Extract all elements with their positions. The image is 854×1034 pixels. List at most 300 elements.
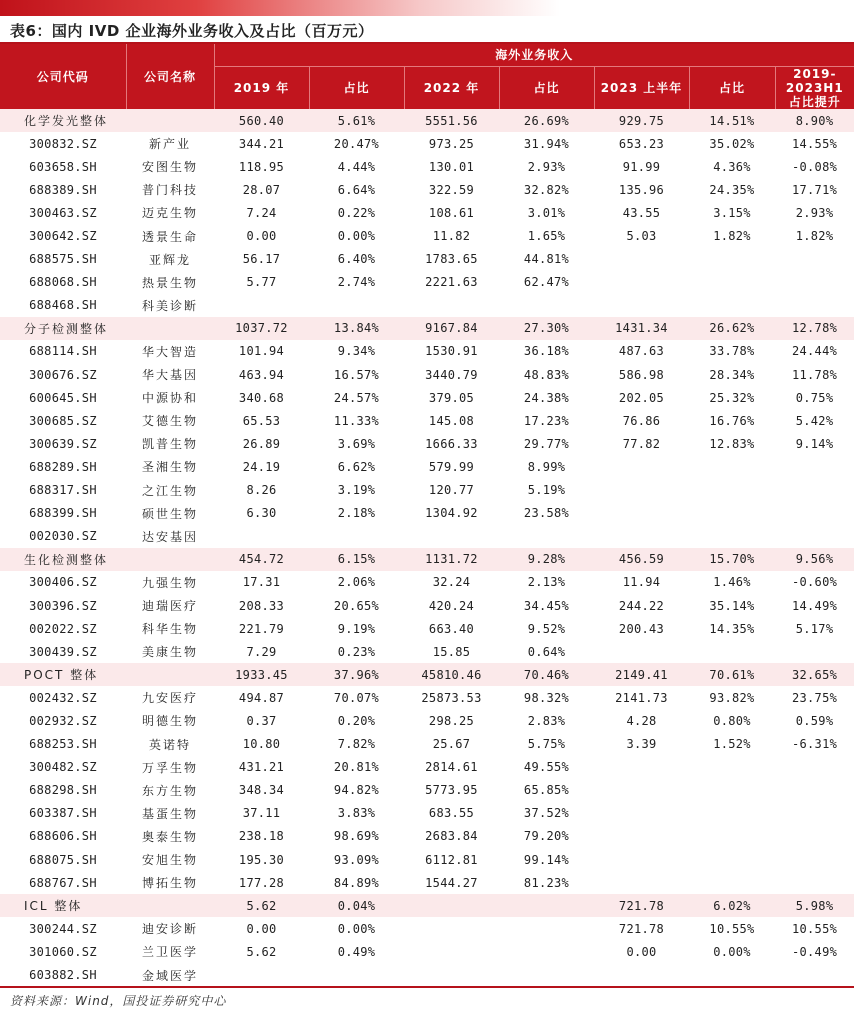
value-2023h1: 4.28: [626, 713, 657, 728]
value-2022: 9167.84: [404, 317, 499, 340]
company-name: 新产业: [148, 137, 191, 152]
share-2019: 2.18%: [337, 506, 376, 521]
value-2022: 2683.84: [425, 829, 478, 844]
share-increase: [775, 756, 854, 779]
share-2022: 48.83%: [523, 367, 570, 382]
company-name: 万孚生物: [141, 760, 198, 775]
share-2023h1: 25.32%: [709, 390, 755, 405]
value-2022: [404, 940, 499, 963]
value-2019: 56.17: [242, 252, 281, 267]
share-2023h1: [689, 525, 775, 548]
table-row: [0, 917, 854, 940]
share-2022: 9.28%: [499, 548, 594, 571]
share-2023h1: [689, 871, 775, 894]
value-2019: 208.33: [238, 598, 285, 613]
group-name: 分子检测整体: [0, 317, 214, 340]
company-name: 华大智造: [141, 344, 198, 359]
company-name: 凯普生物: [141, 437, 198, 452]
share-increase: -0.60%: [791, 575, 838, 590]
header-share-2019: 占比: [309, 67, 404, 110]
company-name: 迈克生物: [141, 206, 198, 221]
share-2022: 29.77%: [523, 436, 570, 451]
table-row: [0, 224, 854, 247]
company-code: 300832.SZ: [29, 136, 97, 151]
value-2019: [214, 525, 309, 548]
header-share-increase-line1: 2019-2023H1: [785, 67, 844, 95]
share-2019: [309, 294, 404, 317]
share-2019: 6.62%: [337, 459, 376, 474]
share-2023h1: [689, 779, 775, 802]
share-2019: 4.44%: [337, 159, 376, 174]
share-2019: 0.00%: [337, 921, 376, 936]
company-code: 688767.SH: [29, 875, 97, 890]
company-code: 300685.SZ: [29, 413, 97, 428]
company-name: 透景生命: [141, 229, 198, 244]
company-code: 688468.SH: [29, 298, 97, 313]
value-2022: 3440.79: [425, 367, 478, 382]
share-2023h1: [689, 294, 775, 317]
company-code: 688575.SH: [29, 252, 97, 267]
share-increase: -6.31%: [791, 737, 838, 752]
company-code: 603882.SH: [29, 968, 97, 983]
share-2023h1: 35.02%: [709, 136, 755, 151]
share-increase: [775, 640, 854, 663]
table-row: [0, 432, 854, 455]
value-2022: 683.55: [428, 806, 475, 821]
share-2022: 81.23%: [523, 875, 570, 890]
company-name: 明德生物: [141, 714, 198, 729]
group-name: 化学发光整体: [0, 109, 214, 132]
value-2022: 579.99: [428, 459, 475, 474]
share-2019: 94.82%: [333, 783, 380, 798]
title-accent-bar: [0, 0, 560, 16]
table-row: [0, 294, 854, 317]
company-code: 688253.SH: [29, 737, 97, 752]
share-2019: 84.89%: [333, 875, 380, 890]
value-2023h1: 43.55: [622, 205, 661, 220]
share-2022: 34.45%: [523, 598, 570, 613]
value-2019: 1933.45: [214, 663, 309, 686]
company-name: 之江生物: [141, 483, 198, 498]
share-increase: -0.08%: [791, 159, 838, 174]
share-increase: [775, 848, 854, 871]
table-row: [0, 386, 854, 409]
value-2023h1: [594, 479, 689, 502]
value-2023h1: 721.78: [594, 894, 689, 917]
share-2023h1: [689, 502, 775, 525]
value-2022: 11.82: [432, 229, 471, 244]
share-2023h1: [689, 455, 775, 478]
table-row: [0, 594, 854, 617]
share-2019: 11.33%: [333, 413, 380, 428]
header-2022: 2022 年: [404, 67, 499, 110]
table-body: [0, 109, 854, 987]
share-2022: 44.81%: [523, 252, 570, 267]
share-2019: 0.23%: [337, 644, 376, 659]
company-name: 华大基因: [141, 368, 198, 383]
table-row: [0, 617, 854, 640]
share-increase: [775, 248, 854, 271]
value-2019: 340.68: [238, 390, 285, 405]
value-2023h1: [594, 802, 689, 825]
value-2023h1: [594, 825, 689, 848]
company-name: 科美诊断: [141, 298, 198, 313]
share-increase: 23.75%: [791, 690, 838, 705]
company-name: 博拓生物: [141, 876, 198, 891]
value-2023h1: 1431.34: [594, 317, 689, 340]
share-2022: 1.65%: [527, 229, 566, 244]
value-2019: 101.94: [238, 344, 285, 359]
share-2019: 7.82%: [337, 737, 376, 752]
share-2022: 70.46%: [499, 663, 594, 686]
value-2022: 130.01: [428, 159, 475, 174]
table-row: [0, 409, 854, 432]
value-2019: 5.77: [246, 275, 277, 290]
table-row: [0, 479, 854, 502]
share-2019: 20.47%: [333, 136, 380, 151]
company-name: 金域医学: [141, 968, 198, 983]
share-increase: 14.55%: [791, 136, 838, 151]
table-row: [0, 201, 854, 224]
share-2022: 24.38%: [523, 390, 570, 405]
share-2019: 6.64%: [337, 182, 376, 197]
share-2019: 5.61%: [309, 109, 404, 132]
company-code: 300463.SZ: [29, 205, 97, 220]
source-note: 资料来源：Wind，国投证券研究中心: [10, 994, 227, 1008]
value-2019: 28.07: [242, 182, 281, 197]
group-row: [0, 548, 854, 571]
share-2023h1: [689, 963, 775, 986]
share-2022: 49.55%: [523, 760, 570, 775]
share-2023h1: 0.80%: [713, 713, 751, 728]
value-2023h1: [594, 640, 689, 663]
share-2019: 37.96%: [309, 663, 404, 686]
share-2019: 0.20%: [337, 713, 376, 728]
company-name: 基蛋生物: [141, 806, 198, 821]
share-increase: 5.98%: [775, 894, 854, 917]
share-2022: 9.52%: [527, 621, 566, 636]
value-2023h1: 2141.73: [615, 690, 668, 705]
share-2022: [499, 917, 594, 940]
table-row: [0, 848, 854, 871]
footer-rule: [0, 986, 854, 988]
share-increase: 1.82%: [795, 229, 834, 244]
share-2023h1: 3.15%: [713, 205, 751, 220]
share-increase: 32.65%: [775, 663, 854, 686]
value-2022: 298.25: [428, 713, 475, 728]
value-2023h1: 456.59: [594, 548, 689, 571]
table-row: [0, 963, 854, 986]
header-share-increase-line2: 占比提升: [788, 95, 841, 109]
value-2022: 1544.27: [425, 875, 478, 890]
company-code: 688606.SH: [29, 829, 97, 844]
share-2022: [499, 940, 594, 963]
value-2019: 7.24: [246, 205, 277, 220]
value-2023h1: [594, 294, 689, 317]
value-2023h1: 5.03: [626, 229, 657, 244]
company-code: 300482.SZ: [29, 760, 97, 775]
share-2023h1: 93.82%: [709, 690, 755, 705]
value-2022: 32.24: [432, 575, 471, 590]
share-2022: 36.18%: [523, 344, 570, 359]
value-2019: 238.18: [238, 829, 285, 844]
company-code: 688317.SH: [29, 483, 97, 498]
value-2019: 10.80: [242, 737, 281, 752]
value-2022: [404, 894, 499, 917]
company-name: 奥泰生物: [141, 829, 198, 844]
share-increase: [775, 825, 854, 848]
share-increase: 0.75%: [795, 390, 834, 405]
value-2019: 0.37: [246, 713, 277, 728]
company-name: 中源协和: [141, 391, 198, 406]
value-2022: 663.40: [428, 621, 475, 636]
share-2023h1: [689, 825, 775, 848]
value-2023h1: 11.94: [622, 575, 661, 590]
value-2022: 1530.91: [425, 344, 478, 359]
value-2022: 2814.61: [425, 760, 478, 775]
value-2022: 15.85: [432, 644, 471, 659]
share-increase: [775, 779, 854, 802]
value-2022: 1666.33: [425, 436, 478, 451]
company-name: 美康生物: [141, 645, 198, 660]
share-increase: [775, 525, 854, 548]
share-increase: 5.42%: [795, 413, 834, 428]
share-2022: 27.30%: [499, 317, 594, 340]
value-2022: 5551.56: [404, 109, 499, 132]
group-row: [0, 663, 854, 686]
share-2019: 0.22%: [337, 205, 376, 220]
group-name: 生化检测整体: [0, 548, 214, 571]
value-2023h1: 653.23: [618, 136, 665, 151]
share-2019: 13.84%: [309, 317, 404, 340]
value-2023h1: 0.00: [626, 944, 657, 959]
share-2019: [309, 525, 404, 548]
table-row: [0, 756, 854, 779]
value-2023h1: [594, 779, 689, 802]
header-share-2023h1: 占比: [689, 67, 775, 110]
share-2022: 3.01%: [527, 205, 566, 220]
value-2019: 7.29: [246, 644, 277, 659]
value-2023h1: [594, 525, 689, 548]
table-row: [0, 455, 854, 478]
value-2023h1: 2149.41: [594, 663, 689, 686]
company-name: 亚辉龙: [148, 252, 191, 267]
value-2022: 322.59: [428, 182, 475, 197]
share-increase: 10.55%: [791, 921, 838, 936]
company-code: 688399.SH: [29, 506, 97, 521]
share-2022: 0.64%: [527, 644, 566, 659]
value-2019: 463.94: [238, 367, 285, 382]
share-increase: [775, 963, 854, 986]
share-2022: 2.93%: [527, 159, 566, 174]
value-2023h1: 487.63: [618, 344, 665, 359]
share-2023h1: [689, 248, 775, 271]
share-2023h1: 10.55%: [709, 921, 755, 936]
value-2022: 973.25: [428, 136, 475, 151]
company-name: 艾德生物: [141, 414, 198, 429]
share-2022: 31.94%: [523, 136, 570, 151]
share-2023h1: [689, 756, 775, 779]
value-2022: 5773.95: [425, 783, 478, 798]
share-increase: 17.71%: [791, 182, 838, 197]
share-2023h1: 15.70%: [689, 548, 775, 571]
share-increase: 5.17%: [795, 621, 834, 636]
company-name: 安图生物: [141, 160, 198, 175]
share-2023h1: 26.62%: [689, 317, 775, 340]
value-2019: [214, 963, 309, 986]
table-row: [0, 502, 854, 525]
share-2023h1: 4.36%: [713, 159, 751, 174]
table-row: [0, 779, 854, 802]
share-2019: 0.49%: [337, 944, 376, 959]
value-2022: [404, 917, 499, 940]
value-2019: 560.40: [214, 109, 309, 132]
company-code: 603387.SH: [29, 806, 97, 821]
share-2022: 5.19%: [527, 483, 566, 498]
value-2019: 5.62: [214, 894, 309, 917]
company-code: 300642.SZ: [29, 229, 97, 244]
share-2022: 79.20%: [523, 829, 570, 844]
value-2022: 2221.63: [425, 275, 478, 290]
company-name: 兰卫医学: [141, 945, 198, 960]
value-2019: 177.28: [238, 875, 285, 890]
share-increase: 24.44%: [791, 344, 838, 359]
share-2023h1: 28.34%: [709, 367, 755, 382]
value-2022: 379.05: [428, 390, 475, 405]
share-2022: [499, 894, 594, 917]
value-2022: 25.67: [432, 737, 471, 752]
share-increase: -0.49%: [791, 944, 838, 959]
group-row: [0, 894, 854, 917]
value-2019: 195.30: [238, 852, 285, 867]
share-2022: 2.13%: [527, 575, 566, 590]
value-2019: 344.21: [238, 136, 285, 151]
value-2022: 120.77: [428, 483, 475, 498]
company-name: 达安基因: [141, 529, 198, 544]
share-increase: [775, 455, 854, 478]
share-increase: [775, 871, 854, 894]
table-row: [0, 525, 854, 548]
share-2023h1: 70.61%: [689, 663, 775, 686]
value-2022: 25873.53: [421, 690, 482, 705]
value-2019: 65.53: [242, 413, 281, 428]
company-code: 688389.SH: [29, 182, 97, 197]
share-2022: [499, 963, 594, 986]
share-2019: 20.65%: [333, 598, 380, 613]
value-2022: [404, 963, 499, 986]
value-2019: 431.21: [238, 760, 285, 775]
value-2023h1: 3.39: [626, 737, 657, 752]
value-2023h1: 586.98: [618, 367, 665, 382]
table-row: [0, 802, 854, 825]
company-code: 300244.SZ: [29, 921, 97, 936]
value-2023h1: 244.22: [618, 598, 665, 613]
share-2022: 62.47%: [523, 275, 570, 290]
share-2023h1: 12.83%: [709, 436, 755, 451]
share-2019: 24.57%: [333, 390, 380, 405]
company-name: 东方生物: [141, 783, 198, 798]
company-code: 300406.SZ: [29, 575, 97, 590]
table-row: [0, 871, 854, 894]
company-name: 迪瑞医疗: [141, 599, 198, 614]
share-2022: 99.14%: [523, 852, 570, 867]
share-2022: 98.32%: [523, 690, 570, 705]
share-2023h1: 35.14%: [709, 598, 755, 613]
company-name: 圣湘生物: [141, 460, 198, 475]
share-2019: 93.09%: [333, 852, 380, 867]
table-row: [0, 271, 854, 294]
value-2022: 1304.92: [425, 506, 478, 521]
company-code: 688075.SH: [29, 852, 97, 867]
share-2023h1: [689, 848, 775, 871]
title-bar: [0, 0, 854, 44]
share-2019: 2.74%: [337, 275, 376, 290]
share-2019: 3.69%: [337, 436, 376, 451]
header-share-2022: 占比: [499, 67, 594, 110]
share-2019: 0.00%: [337, 229, 376, 244]
value-2019: 26.89: [242, 436, 281, 451]
value-2019: 0.00: [246, 921, 277, 936]
company-name: 热景生物: [141, 275, 198, 290]
share-increase: 0.59%: [795, 713, 834, 728]
share-increase: [775, 479, 854, 502]
share-2023h1: 1.46%: [713, 575, 751, 590]
share-increase: 9.14%: [795, 436, 834, 451]
company-code: 002022.SZ: [29, 621, 97, 636]
share-2022: [499, 294, 594, 317]
share-increase: 14.49%: [791, 598, 838, 613]
table-row: [0, 132, 854, 155]
value-2019: 8.26: [246, 483, 277, 498]
company-name: 安旭生物: [141, 853, 198, 868]
share-2019: 70.07%: [333, 690, 380, 705]
header-2019: 2019 年: [214, 67, 309, 110]
value-2023h1: [594, 502, 689, 525]
company-code: 300676.SZ: [29, 367, 97, 382]
value-2022: [404, 294, 499, 317]
share-2019: 6.15%: [309, 548, 404, 571]
share-2022: 8.99%: [527, 459, 566, 474]
value-2019: 1037.72: [214, 317, 309, 340]
value-2023h1: 77.82: [622, 436, 661, 451]
group-row: [0, 109, 854, 132]
share-2019: 16.57%: [333, 367, 380, 382]
table-row: [0, 733, 854, 756]
share-2022: 26.69%: [499, 109, 594, 132]
header-company-name: 公司名称: [126, 44, 214, 109]
table-row: [0, 340, 854, 363]
value-2023h1: [594, 756, 689, 779]
table-row: [0, 571, 854, 594]
share-2022: 65.85%: [523, 783, 570, 798]
share-2023h1: [689, 640, 775, 663]
company-name: 九安医疗: [141, 691, 198, 706]
company-code: 002030.SZ: [29, 529, 97, 544]
company-code: 301060.SZ: [29, 944, 97, 959]
ivd-overseas-revenue-table: [0, 44, 854, 987]
company-code: 688289.SH: [29, 459, 97, 474]
share-2019: 98.69%: [333, 829, 380, 844]
value-2023h1: [594, 271, 689, 294]
company-code: 603658.SH: [29, 159, 97, 174]
value-2019: [214, 294, 309, 317]
header-company-code: 公司代码: [0, 44, 126, 109]
value-2019: 221.79: [238, 621, 285, 636]
value-2019: 17.31: [242, 575, 281, 590]
table-row: [0, 640, 854, 663]
table-row: [0, 155, 854, 178]
value-2019: 0.00: [246, 229, 277, 244]
